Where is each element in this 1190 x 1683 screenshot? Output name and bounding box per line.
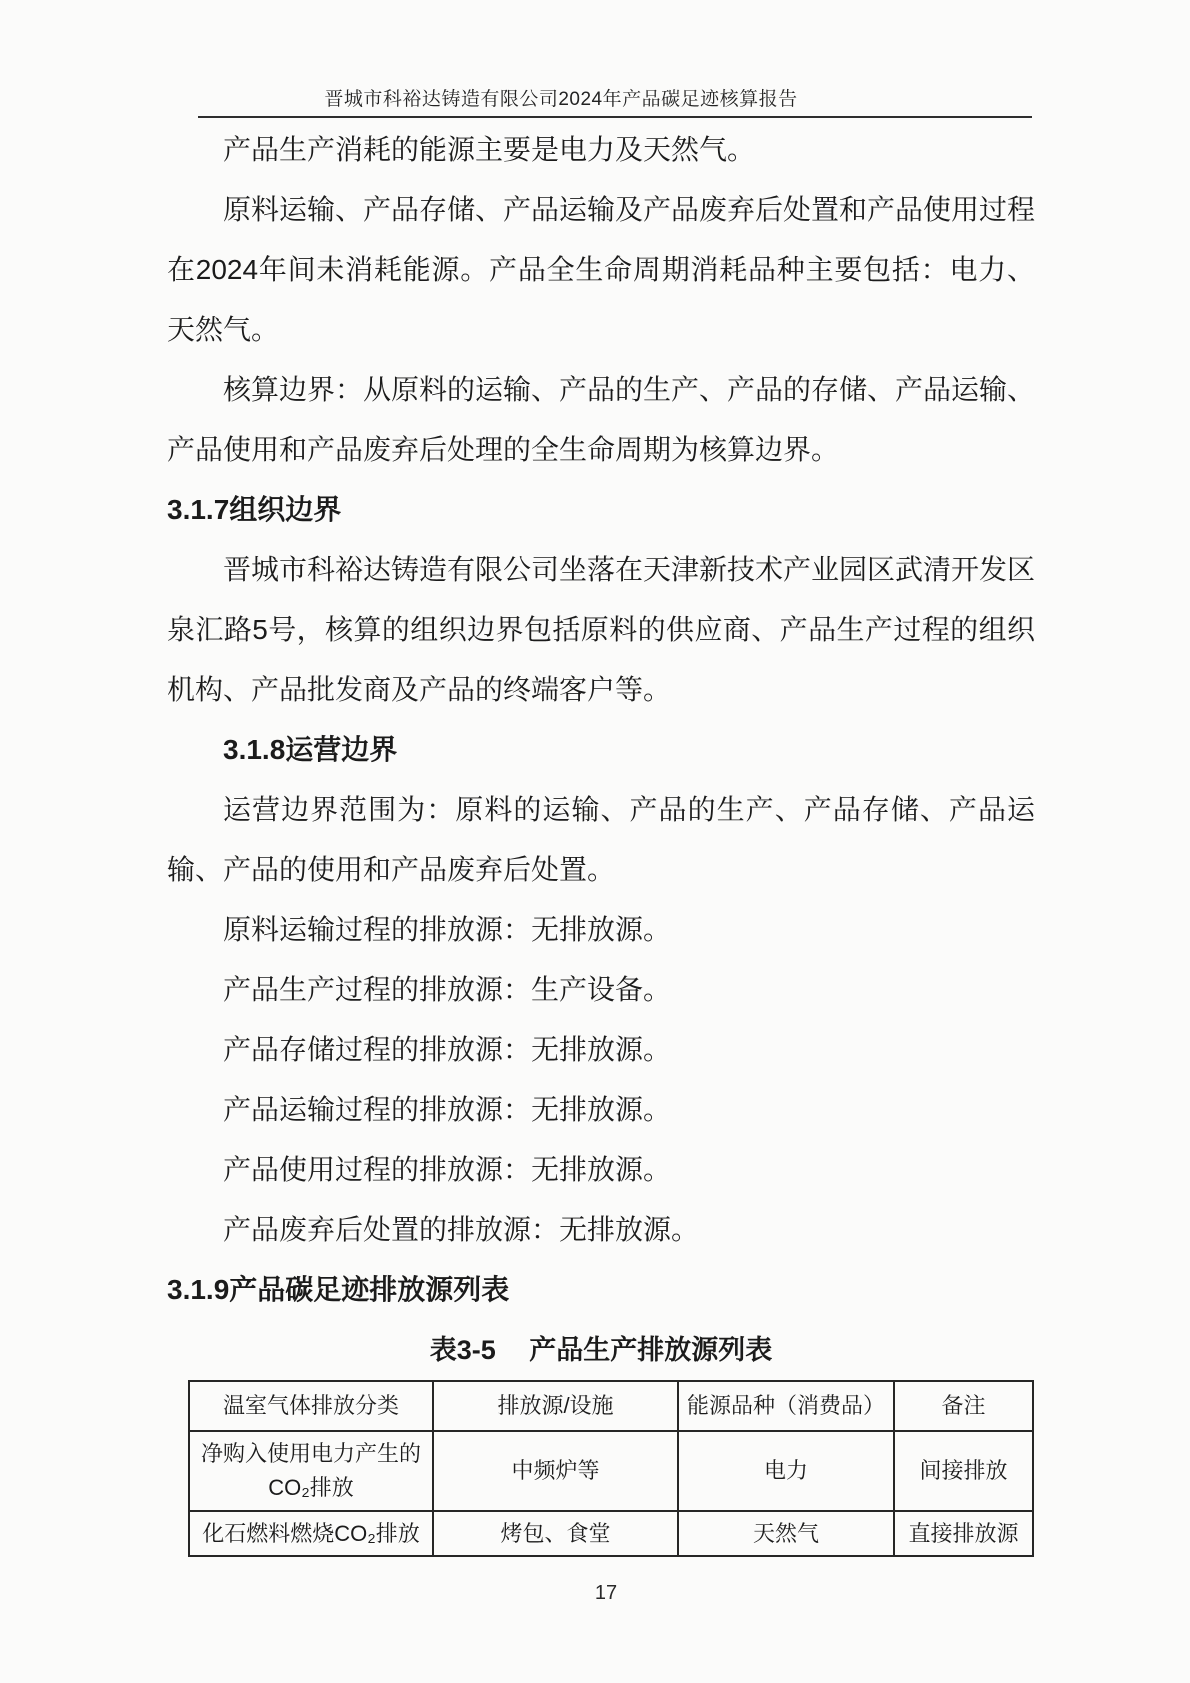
table-header-row [189,1381,1033,1431]
emission-source-line-storage: 产品存储过程的排放源：无排放源。 [223,1034,672,1065]
section-heading-3-1-9: 3.1.9产品碳足迹排放源列表 [167,1274,510,1305]
table-caption [167,1320,1035,1380]
paragraph-lifecycle: 原料运输、产品存储、产品运输及产品废弃后处置和产品使用过程在2024年间未消耗能源。产品全生命周期消耗品种主要包括：电力、天然气。 [167,194,1036,345]
paragraph-energy: 产品生产消耗的能源主要是电力及天然气。 [223,134,756,165]
table-cell-energy: 电力 [678,1431,894,1511]
running-header-title: 晋城市科裕达铸造有限公司2024年产品碳足迹核算报告 [324,89,798,110]
table-header-remark: 备注 [894,1381,1033,1431]
table-row-electricity [189,1431,1033,1511]
table-cell-category: 化石燃料燃烧CO₂排放 [189,1511,433,1556]
table-header-energy-type: 能源品种（消费品） [678,1381,894,1431]
section-heading-3-1-7: 3.1.7组织边界 [167,494,342,525]
table-header-source-facility: 排放源/设施 [433,1381,678,1431]
table-cell-facility: 烤包、食堂 [433,1511,678,1556]
emission-source-table [188,1380,1034,1557]
paragraph-organization-boundary: 晋城市科裕达铸造有限公司坐落在天津新技术产业园区武清开发区泉汇路5号，核算的组织边界包括原料的供应商、产品生产过程的组织机构、产品批发商及产品的终端客户等。 [167,554,1036,705]
emission-source-line-disposal: 产品废弃后处置的排放源：无排放源。 [223,1214,700,1245]
table-header-ghg-category: 温室气体排放分类 [189,1381,433,1431]
table-cell-remark: 直接排放源 [894,1511,1033,1556]
paragraph-accounting-boundary: 核算边界：从原料的运输、产品的生产、产品的存储、产品运输、产品使用和产品废弃后处理的全生命周期为核算边界。 [167,374,1036,465]
section-heading-3-1-8: 3.1.8运营边界 [223,734,398,765]
table-cell-energy: 天然气 [678,1511,894,1556]
page-number: 17 [594,1582,618,1604]
emission-source-line-raw-transport: 原料运输过程的排放源：无排放源。 [223,914,672,945]
document-body [167,120,1035,1557]
table-cell-facility: 中频炉等 [433,1431,678,1511]
emission-source-line-transport: 产品运输过程的排放源：无排放源。 [223,1094,672,1125]
emission-source-line-production: 产品生产过程的排放源：生产设备。 [223,974,672,1005]
table-caption-label: 表3-5 [429,1335,496,1365]
paragraph-operation-scope: 运营边界范围为：原料的运输、产品的生产、产品存储、产品运输、产品的使用和产品废弃后处置。 [167,794,1035,885]
table-cell-category: 净购入使用电力产生的CO₂排放 [189,1431,433,1511]
table-cell-remark: 间接排放 [894,1431,1033,1511]
emission-source-line-use: 产品使用过程的排放源：无排放源。 [223,1154,672,1185]
table-row-fossil-fuel [189,1511,1033,1556]
header-rule [198,116,1032,118]
table-caption-title: 产品生产排放源列表 [529,1335,773,1365]
